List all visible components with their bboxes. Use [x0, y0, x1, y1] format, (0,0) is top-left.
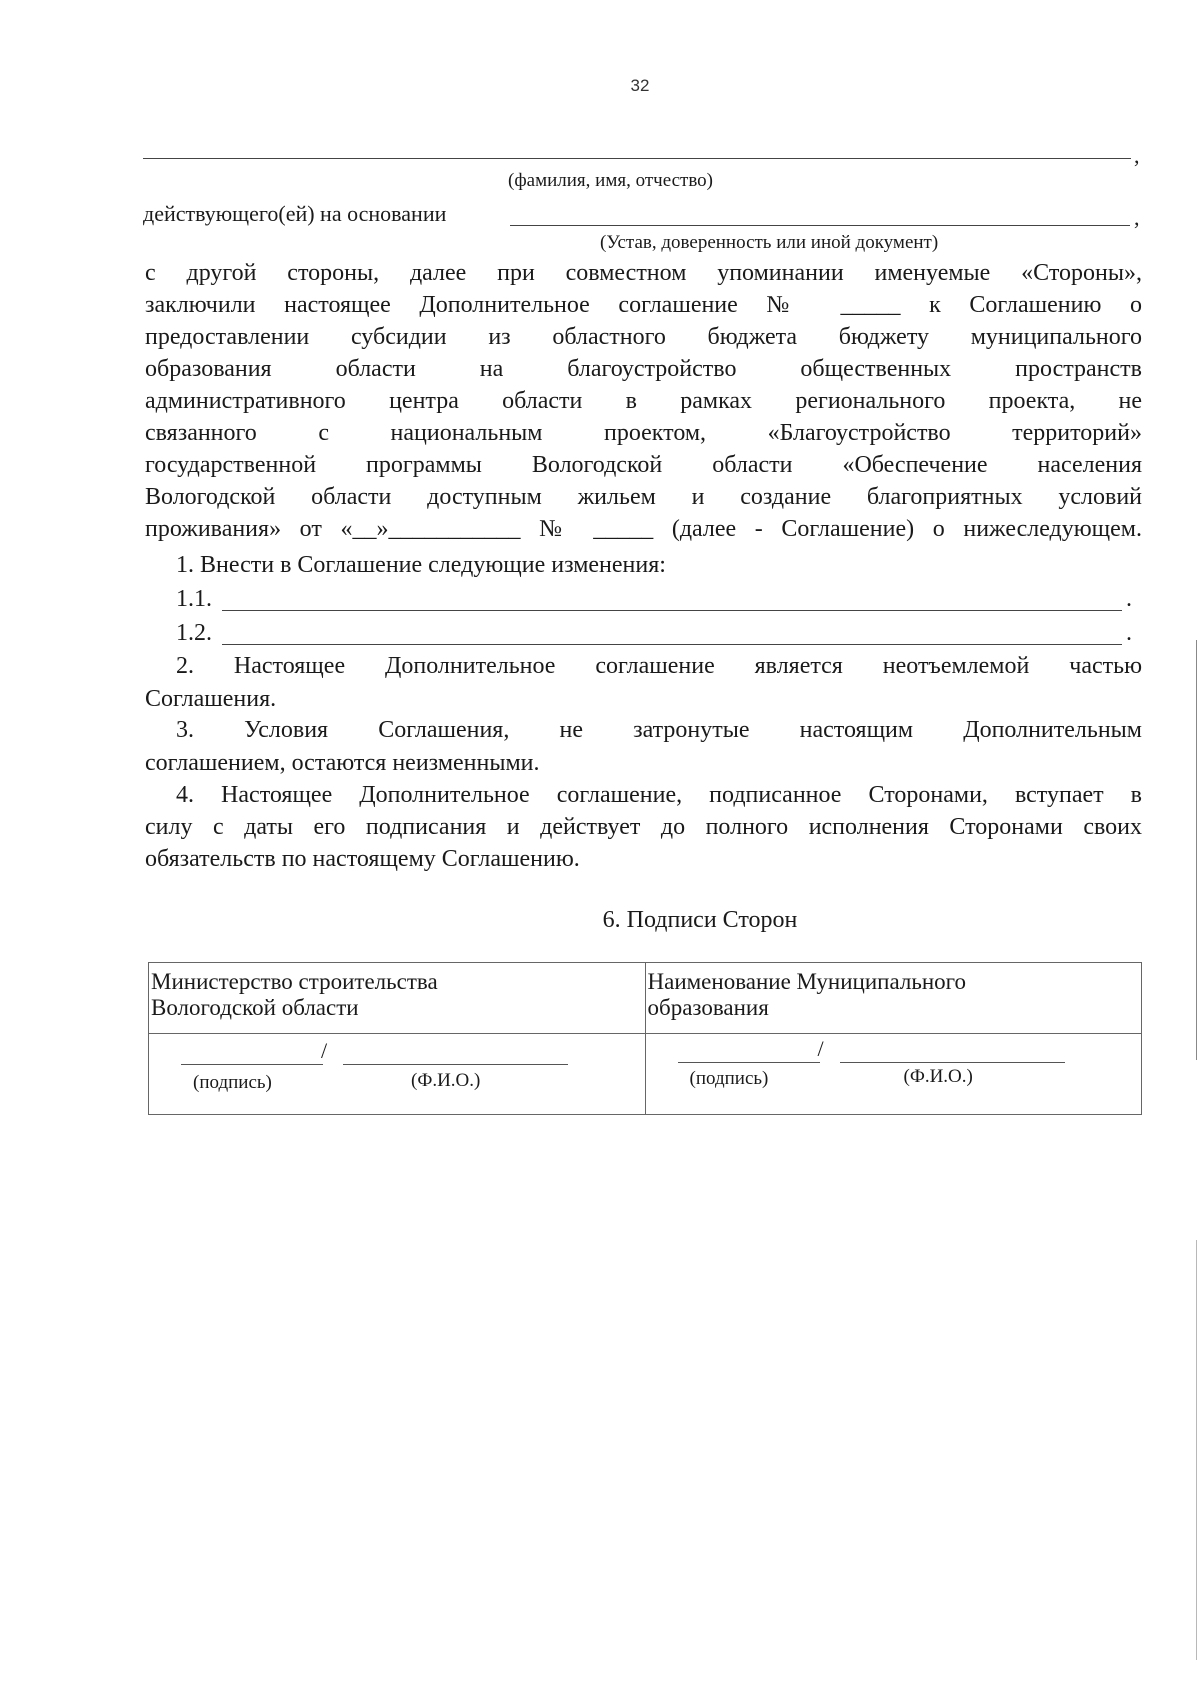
item-1: 1. Внести в Соглашение следующие изменения: — [176, 552, 666, 578]
item-2-line-1: 2. Настоящее Дополнительное соглашение является неотъемлемой частью — [176, 653, 1142, 679]
basis-fill-line[interactable] — [510, 225, 1130, 226]
signatures-heading: 6. Подписи Сторон — [602, 907, 798, 933]
item-3-line-1: 3. Условия Соглашения, не затронутые настоящим Дополнительным — [176, 717, 1142, 743]
left-fio-caption: (Ф.И.О.) — [411, 1070, 481, 1091]
fio-fill-line[interactable] — [143, 158, 1131, 159]
item-3-line-2: соглашением, остаются неизменными. — [145, 750, 540, 776]
left-party-cell — [149, 963, 646, 1034]
right-signature-line[interactable] — [678, 1062, 820, 1063]
right-party-cell — [645, 963, 1142, 1034]
right-fio-caption: (Ф.И.О.) — [903, 1066, 973, 1087]
item-1-2-dot: . — [1126, 620, 1132, 646]
body-line-8: Вологодской области доступным жильем и создание благоприятных условий — [145, 484, 1142, 510]
item-4-line-3: обязательств по настоящему Соглашению. — [145, 846, 580, 872]
item-1-1-label: 1.1. — [176, 586, 212, 612]
basis-caption: (Устав, доверенность или иной документ) — [600, 232, 939, 253]
item-4-line-1: 4. Настоящее Дополнительное соглашение, подписанное Сторонами, вступает в — [176, 782, 1142, 808]
right-signature-cell — [645, 1034, 1142, 1115]
body-line-3: предоставлении субсидии из областного бюджета бюджету муниципального — [145, 324, 1142, 350]
body-line-9: проживания» от «__»___________ № _____ (далее - Соглашение) о нижеследующем. — [145, 516, 1142, 542]
left-slash: / — [321, 1038, 328, 1063]
body-line-2: заключили настоящее Дополнительное соглашение № _____ к Соглашению о — [145, 292, 1142, 318]
left-party-line-2: Вологодской области — [151, 995, 359, 1020]
right-fio-line[interactable] — [840, 1062, 1065, 1063]
right-slash: / — [817, 1036, 824, 1061]
item-1-2-label: 1.2. — [176, 620, 212, 646]
body-line-6: связанного с национальным проектом, «Благоустройство территорий» — [145, 420, 1142, 446]
item-4-line-2: силу с даты его подписания и действует до полного исполнения Сторонами своих — [145, 814, 1142, 840]
item-1-2-fill-line[interactable] — [222, 644, 1122, 645]
page-number: 32 — [630, 76, 650, 95]
left-fio-line[interactable] — [343, 1064, 568, 1065]
body-line-7: государственной программы Вологодской области «Обеспечение населения — [145, 452, 1142, 478]
body-line-4: образования области на благоустройство общественных пространств — [145, 356, 1142, 382]
left-signature-line[interactable] — [181, 1064, 323, 1065]
fio-caption: (фамилия, имя, отчество) — [508, 170, 714, 191]
item-2-line-2: Соглашения. — [145, 686, 277, 712]
comma-2: , — [1134, 205, 1140, 230]
right-party-line-1: Наименование Муниципального — [647, 969, 967, 994]
left-signature-cell — [149, 1034, 646, 1115]
acting-basis-label: действующего(ей) на основании — [143, 201, 447, 226]
right-party-line-2: образования — [647, 995, 769, 1020]
left-party-line-1: Министерство строительства — [151, 969, 438, 994]
scan-margin-mark — [1196, 640, 1197, 1060]
left-sign-caption: (подпись) — [193, 1072, 272, 1093]
right-sign-caption: (подпись) — [689, 1068, 769, 1089]
item-1-1-fill-line[interactable] — [222, 610, 1122, 611]
signatures-table — [148, 962, 1142, 1115]
body-line-1: с другой стороны, далее при совместном упоминании именуемые «Стороны», — [145, 260, 1142, 286]
body-line-5: административного центра области в рамках регионального проекта, не — [145, 388, 1142, 414]
comma: , — [1134, 143, 1140, 168]
item-1-1-dot: . — [1126, 586, 1132, 612]
scan-margin-mark-2 — [1196, 1240, 1197, 1660]
